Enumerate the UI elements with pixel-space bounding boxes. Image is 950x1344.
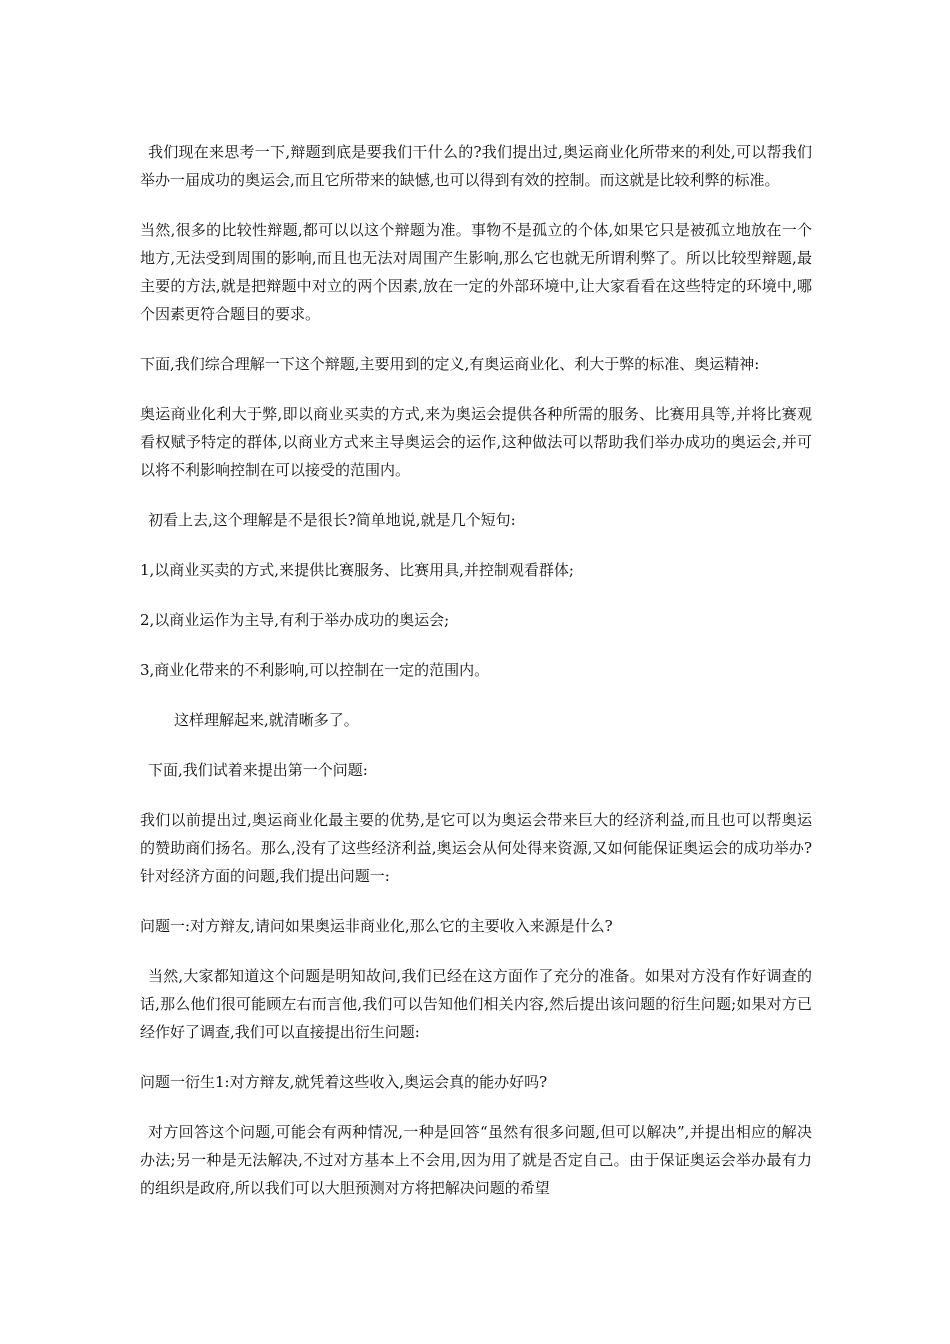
paragraph-15: 对方回答这个问题,可能会有两种情况,一种是回答“虽然有很多问题,但可以解决”,并提出相应的解决办法;另一种是无法解决,不过对方基本上不会用,因为用了就是否定自己。由于保证奥运会举办最有力的组织是政府,所以我们可以大胆预测对方将把解决问题的希望 bbox=[140, 1123, 812, 1197]
paragraph-9: 这样理解起来,就清晰多了。 bbox=[174, 711, 359, 729]
question-1: 问题一:对方辩友,请问如果奥运非商业化,那么它的主要收入来源是什么? bbox=[140, 917, 613, 935]
list-item-1: 1,以商业买卖的方式,来提供比赛服务、比赛用具,并控制观看群体; bbox=[140, 561, 574, 579]
paragraph-11: 我们以前提出过,奥运商业化最主要的优势,是它可以为奥运会带来巨大的经济利益,而且也可以帮奥运的赞助商们扬名。那么,没有了这些经济利益,奥运会从何处得来资源,又如何能保证奥运会的成功举办?针对经济方面的问题,我们提出问题一: bbox=[140, 811, 812, 885]
paragraph-4: 奥运商业化利大于弊,即以商业买卖的方式,来为奥运会提供各种所需的服务、比赛用具等,并将比赛观看权赋予特定的群体,以商业方式来主导奥运会的运作,这种做法可以帮助我们举办成功的奥运会,并可以将不利影响控制在可以接受的范围内。 bbox=[140, 405, 812, 479]
list-item-3: 3,商业化带来的不利影响,可以控制在一定的范围内。 bbox=[140, 661, 490, 679]
paragraph-5: 初看上去,这个理解是不是很长?简单地说,就是几个短句: bbox=[148, 511, 516, 529]
paragraph-2: 当然,很多的比较性辩题,都可以以这个辩题为准。事物不是孤立的个体,如果它只是被孤立地放在一个地方,无法受到周围的影响,而且也无法对周围产生影响,那么它也就无所谓利弊了。所以比较型辩题,最主要的方法,就是把辩题中对立的两个因素,放在一定的外部环境中,让大家看看在这些特定的环境中,哪个因素更符合题目的要求。 bbox=[140, 221, 812, 323]
paragraph-1: 我们现在来思考一下,辩题到底是要我们干什么的?我们提出过,奥运商业化所带来的利处,可以帮我们举办一届成功的奥运会,而且它所带来的缺憾,也可以得到有效的控制。而这就是比较利弊的标准。 bbox=[140, 143, 812, 189]
paragraph-13: 当然,大家都知道这个问题是明知故问,我们已经在这方面作了充分的准备。如果对方没有作好调查的话,那么他们很可能顾左右而言他,我们可以告知他们相关内容,然后提出该问题的衍生问题;如果对方已经作好了调查,我们可以直接提出衍生问题: bbox=[140, 967, 812, 1041]
list-item-2: 2,以商业运作为主导,有利于举办成功的奥运会; bbox=[140, 611, 450, 629]
question-1-derivative-1: 问题一衍生1:对方辩友,就凭着这些收入,奥运会真的能办好吗? bbox=[140, 1073, 548, 1091]
paragraph-3: 下面,我们综合理解一下这个辩题,主要用到的定义,有奥运商业化、利大于弊的标准、奥运精神: bbox=[140, 355, 760, 373]
document-body bbox=[140, 138, 812, 1224]
paragraph-10: 下面,我们试着来提出第一个问题: bbox=[148, 761, 368, 779]
